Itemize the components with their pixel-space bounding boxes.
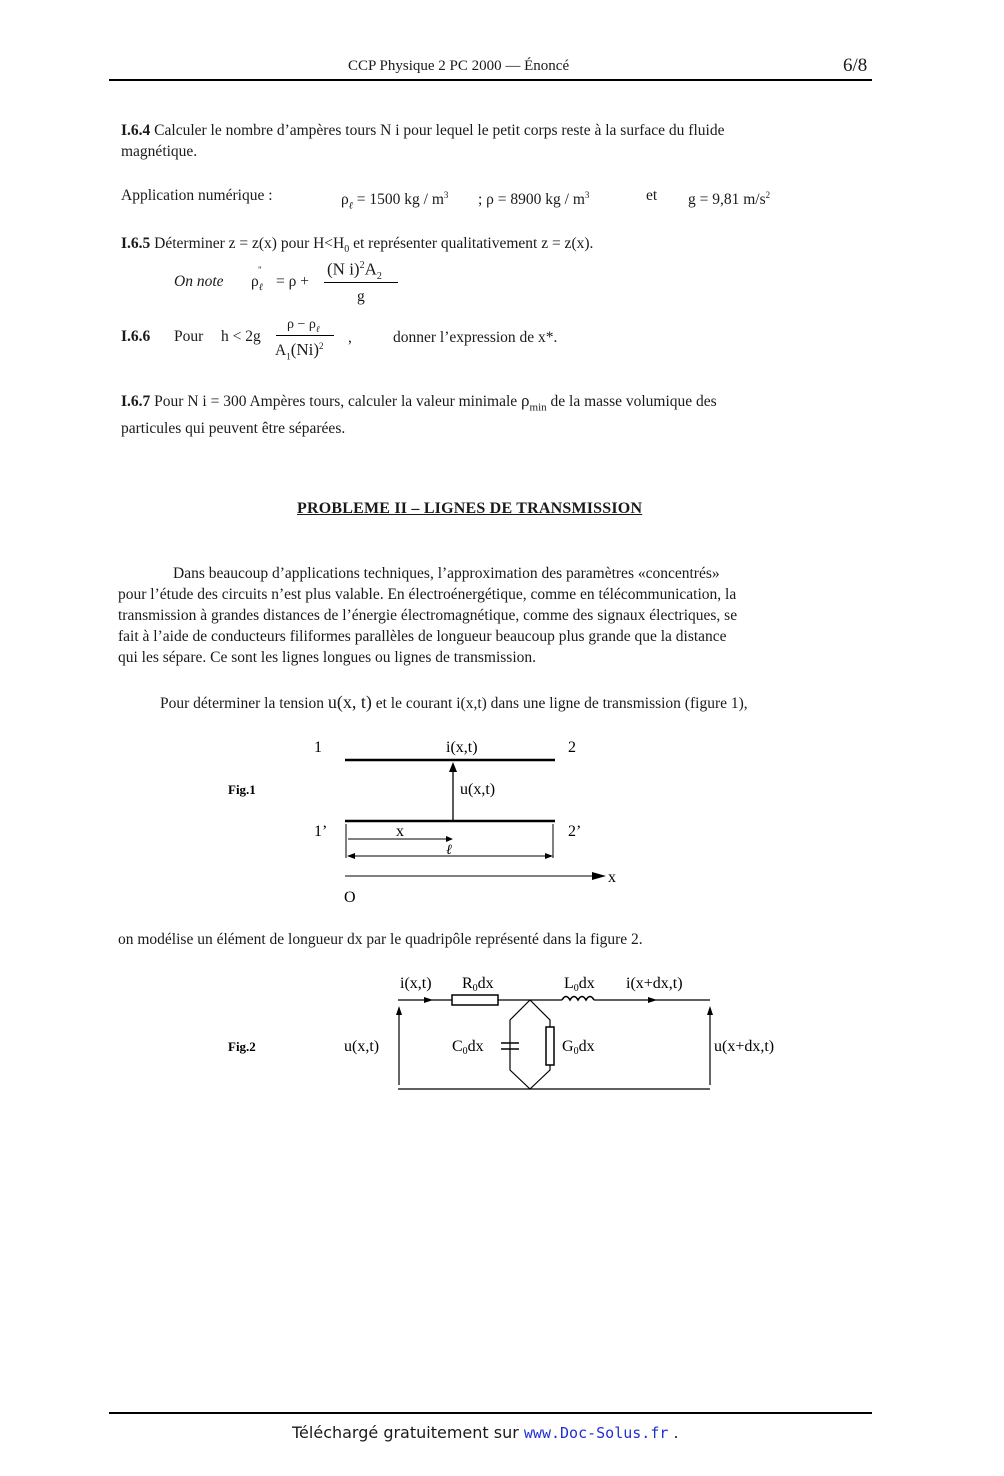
rho-value: ; ρ = 8900 kg / $m^3$ [478,190,590,209]
inequality-lhs: h < 2g [221,328,261,345]
page-number: 6/8 [843,55,868,76]
current-out-label: i(x+dx,t) [626,975,683,992]
fig1-label: Fig.1 [228,782,256,797]
length-arrowhead-left [347,853,355,859]
fraction-denominator: $A_1(Ni)^2$ [275,340,324,362]
conductance [546,1027,554,1065]
para-line: transmission à grandes distances de l’énergie électromagnétique, comme des signaux électriques, se [118,607,738,624]
numeric-application [121,185,866,212]
question-text: donner l’expression de x*. [393,329,558,346]
para-line: fait à l’aide de conducteurs filiformes parallèles de longueur beaucoup plus grande que la distance [118,628,727,645]
comma: , [348,329,352,346]
length-arrowhead [545,853,553,859]
question-text: Pour N i = 300 Ampères tours, calculer la valeur minimale [154,393,518,410]
node-2: 2 [568,739,576,756]
equation-rhs: = ρ + [276,273,309,290]
question-text: Déterminer z = z(x) pour $H<H_0$ et représenter qualitativement z = z(x). [154,235,594,256]
footer-text: Téléchargé gratuitement sur [292,1423,524,1442]
conductance-label: G0dx [562,1038,595,1057]
question-text-line2: particules qui peuvent être séparées. [121,420,346,438]
definition-rho-l [174,255,434,307]
figure-2-caption-text: on modélise un élément de longueur dx par le quadripôle représenté dans la figure 2. [118,931,643,948]
on-note-label: On note [174,273,224,290]
rho-min-symbol: $\rho_{min}$ [521,391,547,414]
question-1-6-4 [121,120,866,162]
question-text-line2: magnétique. [121,143,198,160]
fraction-denominator: g [357,288,365,305]
resistor-label: R0dx [462,975,494,994]
para-line: Dans beaucoup d’applications techniques, l’approximation des paramètres «concentrés» [173,565,720,582]
question-number: I.6.5 [121,235,151,252]
pour-label: Pour [174,328,204,345]
footer-rule [109,1412,872,1414]
app-label: Application numérique : [121,187,273,204]
header-rule [109,79,872,81]
figure-2 [220,965,810,1100]
current-label: i(x,t) [446,739,478,756]
voltage-label: u(x,t) [460,781,496,798]
intro-paragraph [118,563,863,668]
question-text-tail: de la masse volumique des [550,393,717,410]
origin-label: O [344,889,356,906]
fraction-bar [324,282,398,283]
question-text: Calculer le nombre d’ampères tours N i pour lequel le petit corps reste à la surface du fluide [154,122,725,139]
footer [292,1423,679,1442]
input-voltage-arrowhead [396,1006,402,1015]
voltage-arrowhead [449,762,457,772]
running-header-title: CCP Physique 2 PC 2000 — Énoncé [348,58,570,74]
inductor [562,997,594,1001]
resistor [452,995,498,1005]
capacitor-label: C0dx [452,1038,484,1057]
g-value: g = 9,81 $m/s^2$ [688,190,771,209]
figure-1 [220,730,640,910]
fraction-numerator: (N $i)^2A_2$ [327,259,382,283]
current-out-arrowhead [648,997,657,1003]
rho-l-value: $\rho_\ell = 1500$ kg / $m^3$ [341,190,449,212]
x-axis-label: x [608,869,616,886]
rho-l-symbol: $\rho_\ell$ " [251,265,263,294]
output-voltage-label: u(x+dx,t) [714,1038,775,1055]
et-label: et [646,187,658,204]
question-number: I.6.7 [121,393,151,410]
current-in-arrowhead [424,997,433,1003]
node-1-prime: 1’ [314,823,328,840]
para-line: pour l’étude des circuits n’est plus valable. En électroénergétique, comme en télécommunication, la [118,586,737,603]
length-label: ℓ [446,843,452,858]
node-2-prime: 2’ [568,823,582,840]
shunt-branch-left [510,1000,530,1089]
x-dimension-arrowhead [446,836,453,842]
output-voltage-arrowhead [707,1006,713,1015]
fraction-numerator: $\rho - \rho_\ell$ [287,317,320,334]
x-dimension-label: x [396,823,404,840]
x-axis-arrowhead [592,872,606,880]
footer-link[interactable]: www.Doc-Solus.fr [523,1424,669,1442]
question-number: I.6.4 [121,122,151,139]
para-text: Pour déterminer la tension [160,695,324,712]
para-line: qui les sépare. Ce sont les lignes longues ou lignes de transmission. [118,649,537,666]
inductor-label: L0dx [564,975,595,994]
intro-paragraph-2 [160,692,748,714]
input-voltage-label: u(x,t) [344,1038,380,1055]
problem-title: PROBLEME II – LIGNES DE TRANSMISSION [297,500,643,517]
question-number: I.6.6 [121,328,151,345]
para-text: et le courant i(x,t) dans une ligne de transmission (figure 1), [375,695,748,712]
footer-dot: . [668,1423,679,1442]
node-1: 1 [314,739,322,756]
fig2-label: Fig.2 [228,1039,256,1054]
current-in-label: i(x,t) [400,975,432,992]
u-symbol: u(x, t) [327,692,372,712]
question-1-6-7 [121,390,866,439]
question-1-6-6 [121,313,721,369]
